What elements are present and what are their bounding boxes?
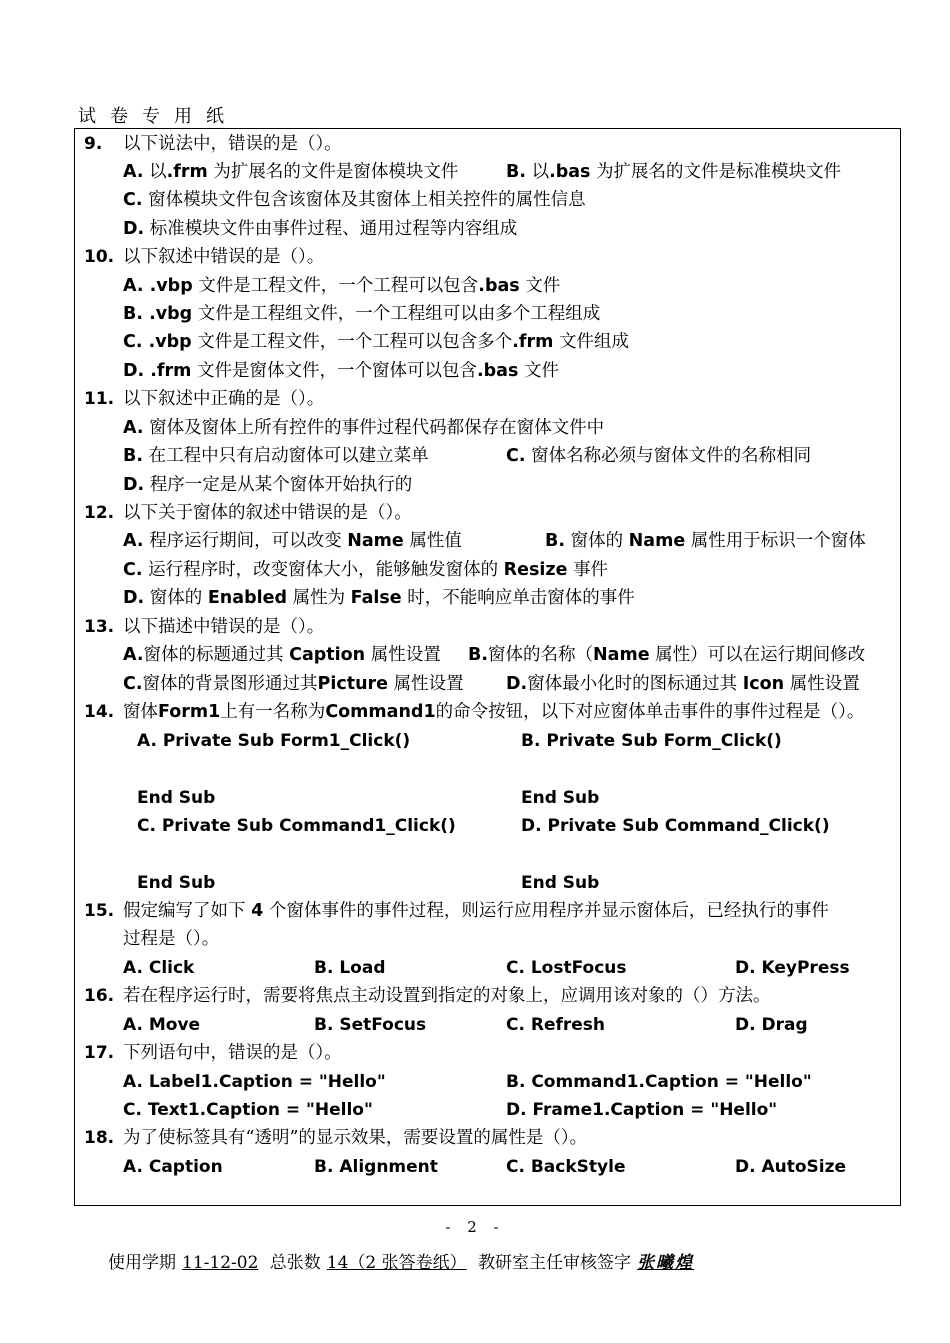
option-text: False [350, 588, 402, 608]
option-b [506, 160, 841, 184]
term-value: 11-12-02 [182, 1253, 259, 1273]
option-a [123, 643, 441, 667]
option-text: 属性设置 [393, 674, 464, 694]
option-text: 窗体的标题通过其 [143, 645, 284, 665]
question-number: 16. [84, 986, 115, 1006]
end-sub: End Sub [137, 788, 216, 808]
option-c: C. BackStyle [506, 1157, 626, 1177]
option-a: A. Caption [123, 1157, 223, 1177]
question-stem [123, 899, 829, 923]
option-text: 文件 [523, 361, 559, 381]
option-d [123, 586, 635, 610]
question-number: 17. [84, 1043, 115, 1063]
option-text: .frm [166, 162, 208, 182]
option-label: C. [123, 560, 143, 580]
term-label: 使用学期 [108, 1253, 176, 1273]
option-label: A. [123, 162, 144, 182]
option-a [123, 416, 604, 440]
end-sub: End Sub [521, 788, 600, 808]
option-c [123, 672, 464, 696]
option-text: 窗体的 [570, 531, 624, 551]
end-sub: End Sub [137, 873, 216, 893]
question-stem: 以下说法中，错误的是（）。 [123, 134, 342, 154]
option-a: A. Label1.Caption = "Hello" [123, 1072, 386, 1092]
option-b [123, 302, 600, 326]
option-text: 时，不能响应单击窗体的事件 [407, 588, 635, 608]
option-text: Resize [503, 560, 568, 580]
option-d: D. KeyPress [735, 958, 850, 978]
option-d [506, 672, 860, 696]
question-number: 10. [84, 247, 115, 267]
option-d [123, 473, 412, 497]
option-label: A. [123, 645, 144, 665]
option-text: .bas [478, 276, 520, 296]
sheets-value: 14（2 张答卷纸） [326, 1253, 467, 1273]
question-stem: 以下描述中错误的是（）。 [123, 617, 325, 637]
option-c [506, 444, 811, 468]
option-text: 属性值 [409, 531, 462, 551]
option-text: 运行程序时，改变窗体大小，能够触发窗体的 [148, 560, 499, 580]
option-label: B. [123, 446, 143, 466]
question-stem: 若在程序运行时，需要将焦点主动设置到指定的对象上，应调用该对象的（）方法。 [123, 986, 771, 1006]
option-text: 文件是工程文件，一个工程可以包含 [198, 276, 479, 296]
option-label: A. .vbp [123, 276, 193, 296]
question-number: 15. [84, 901, 115, 921]
option-b [545, 529, 866, 553]
option-text: 文件是工程文件，一个工程可以包含多个 [197, 332, 513, 352]
option-text: .bas [476, 361, 519, 381]
option-a: A. Move [123, 1015, 201, 1035]
question-number: 9. [84, 134, 103, 154]
option-label: C. [123, 674, 143, 694]
question-number: 14. [84, 702, 115, 722]
question-number: 11. [84, 389, 115, 409]
option-b [123, 444, 429, 468]
option-text: 以 [531, 162, 550, 182]
option-text: Picture [317, 674, 389, 694]
option-c [123, 188, 586, 212]
option-c: C. Refresh [506, 1015, 606, 1035]
option-a [123, 529, 462, 553]
option-text: .bas [549, 162, 591, 182]
option-d: D. Drag [735, 1015, 808, 1035]
option-label: D. .frm [123, 361, 192, 381]
question-stem-cont: 过程是（）。 [123, 929, 220, 949]
option-text: 以 [149, 162, 167, 182]
option-label: D. [123, 219, 145, 239]
option-label: D. [506, 674, 528, 694]
option-text: 文件 [525, 276, 561, 296]
option-label: A. [123, 418, 144, 438]
option-label: D. [123, 475, 145, 495]
question-number: 13. [84, 617, 115, 637]
stem-text: 窗体 [123, 702, 158, 722]
option-text: 窗体最小化时的图标通过其 [527, 674, 738, 694]
option-b [468, 643, 865, 667]
question-stem: 下列语句中，错误的是（）。 [123, 1043, 342, 1063]
option-text: 程序运行期间，可以改变 [149, 531, 342, 551]
question-stem: 以下叙述中错误的是（）。 [123, 247, 325, 267]
option-c: C. LostFocus [506, 958, 627, 978]
option-text: Enabled [207, 588, 287, 608]
question-stem: 为了使标签具有“透明”的显示效果，需要设置的属性是（）。 [123, 1128, 588, 1148]
option-text: 属性为 [292, 588, 346, 608]
option-text: 为扩展名的文件是窗体模块文件 [213, 162, 459, 182]
option-text: 程序一定是从某个窗体开始执行的 [149, 475, 413, 495]
stem-text: 4 [251, 901, 264, 921]
option-text: 文件是窗体文件，一个窗体可以包含 [196, 361, 477, 381]
paper-header: 试卷专用纸 [78, 106, 238, 127]
option-a [123, 160, 458, 184]
option-text: 属性设置 [370, 645, 441, 665]
footer-info [108, 1248, 700, 1273]
option-text: Icon [742, 674, 785, 694]
question-stem: 以下叙述中正确的是（）。 [123, 389, 325, 409]
option-text: 标准模块文件由事件过程、通用过程等内容组成 [149, 219, 518, 239]
option-b: B. Private Sub Form_Click() [521, 731, 782, 751]
option-label: C. .vbp [123, 332, 192, 352]
option-text: 在工程中只有启动窗体可以建立菜单 [148, 446, 429, 466]
option-text: 事件 [573, 560, 609, 580]
option-text: 窗体模块文件包含该窗体及其窗体上相关控件的属性信息 [148, 190, 586, 210]
option-c: C. Text1.Caption = "Hello" [123, 1100, 373, 1120]
option-text: Name [628, 531, 686, 551]
option-label: C. [123, 190, 143, 210]
option-d: D. AutoSize [735, 1157, 847, 1177]
stem-text: 上有一名称为 [220, 702, 326, 722]
question-number: 12. [84, 503, 115, 523]
option-text: 窗体的 [149, 588, 203, 608]
option-text: 窗体的背景图形通过其 [142, 674, 318, 694]
option-label: B. .vbg [123, 304, 193, 324]
option-text: Caption [289, 645, 366, 665]
option-text: 属性用于标识一个窗体 [690, 531, 866, 551]
stem-text: 假定编写了如下 [123, 901, 246, 921]
option-c [123, 558, 608, 582]
option-d: D. Private Sub Command_Click() [521, 816, 830, 836]
option-d [123, 359, 559, 383]
option-text: 文件是工程组文件，一个工程组可以由多个工程组成 [197, 304, 601, 324]
page-number: - 2 - [445, 1218, 505, 1236]
question-stem: 以下关于窗体的叙述中错误的是（）。 [123, 503, 412, 523]
option-label: C. [506, 446, 526, 466]
question-stem [123, 700, 864, 724]
option-b: B. Command1.Caption = "Hello" [506, 1072, 812, 1092]
option-text: Name [347, 531, 404, 551]
option-text: 文件组成 [559, 332, 629, 352]
end-sub: End Sub [521, 873, 600, 893]
option-label: B. [506, 162, 526, 182]
option-text: 为扩展名的文件是标准模块文件 [596, 162, 842, 182]
option-label: B. [468, 645, 488, 665]
option-c [123, 330, 629, 354]
sheets-label: 总张数 [269, 1253, 321, 1273]
stem-text: 的命令按钮，以下对应窗体单击事件的事件过程是（）。 [435, 702, 865, 722]
stem-text: Form1 [158, 702, 221, 722]
option-text: Name [593, 645, 650, 665]
option-a: A. Click [123, 958, 195, 978]
option-b: B. SetFocus [314, 1015, 427, 1035]
option-label: B. [545, 531, 565, 551]
option-text: 窗体的名称（ [488, 645, 593, 665]
option-text: 属性设置 [789, 674, 860, 694]
option-label: D. [123, 588, 145, 608]
option-b: B. Load [314, 958, 386, 978]
signature: 张曦煌 [637, 1253, 695, 1273]
option-c: C. Private Sub Command1_Click() [137, 816, 456, 836]
review-label: 教研室主任审核签字 [478, 1253, 632, 1273]
stem-text: 个窗体事件的事件过程，则运行应用程序并显示窗体后，已经执行的事件 [268, 901, 829, 921]
option-d: D. Frame1.Caption = "Hello" [506, 1100, 778, 1120]
option-a [123, 274, 560, 298]
option-b: B. Alignment [314, 1157, 438, 1177]
option-text: 属性）可以在运行期间修改 [655, 645, 866, 665]
stem-text: Command1 [325, 702, 436, 722]
option-a: A. Private Sub Form1_Click() [137, 731, 411, 751]
option-text: 窗体及窗体上所有控件的事件过程代码都保存在窗体文件中 [149, 418, 605, 438]
option-text: 窗体名称必须与窗体文件的名称相同 [531, 446, 812, 466]
option-text: .frm [512, 332, 554, 352]
option-d [123, 217, 517, 241]
question-number: 18. [84, 1128, 115, 1148]
option-label: A. [123, 531, 144, 551]
